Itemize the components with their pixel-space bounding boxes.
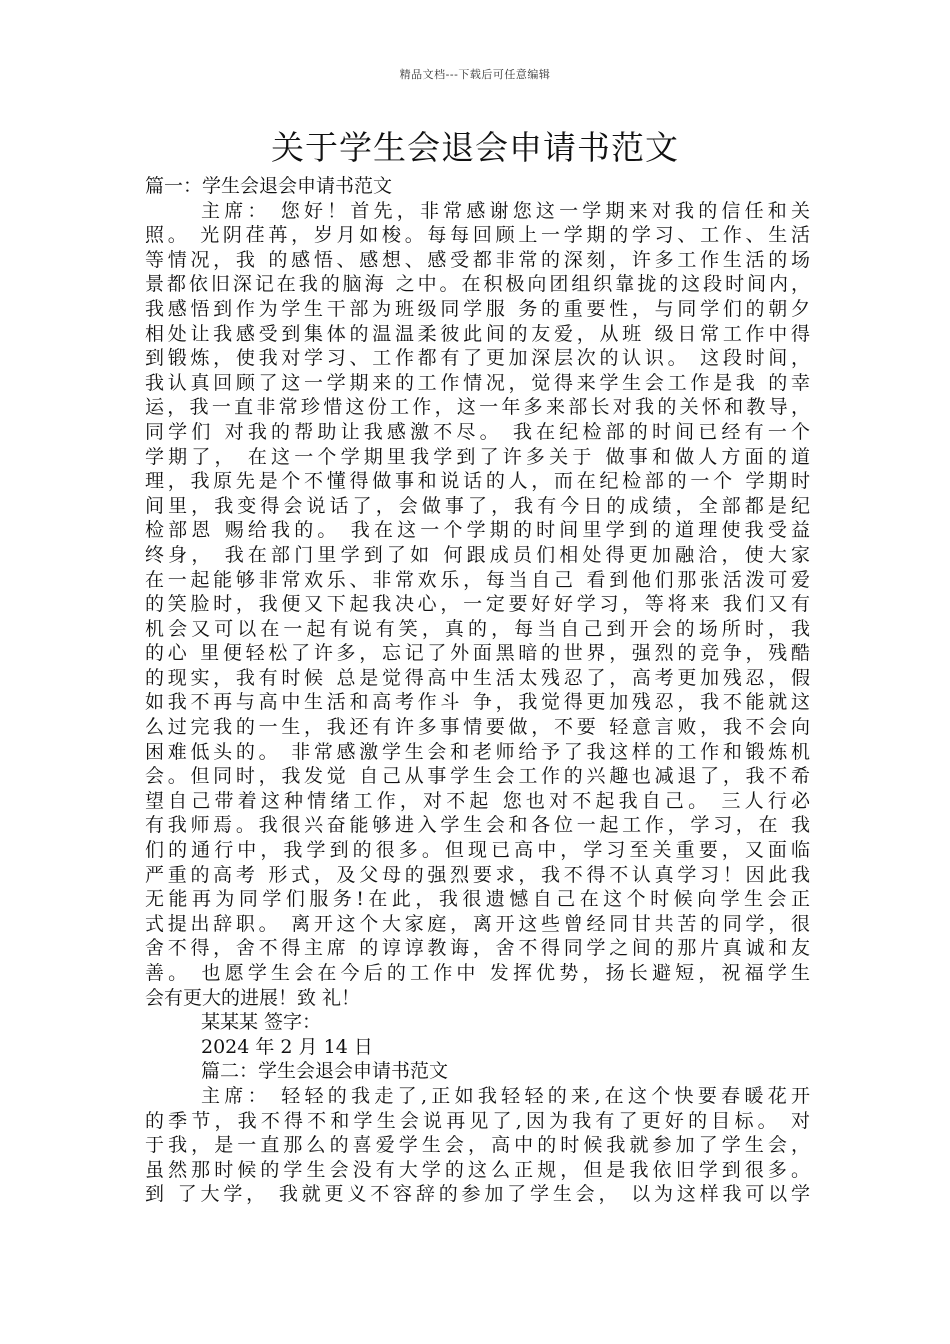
text-line: 望自己带着这种情绪工作，对不起 您也对不起我自己。 三人行必 [145,789,810,812]
text-line: 严重的高考 形式，及父母的强烈要求，我不得不认真学习！因此我 [145,863,810,886]
text-line: 在一起能够非常欢乐、非常欢乐，每当自己 看到他们那张活泼可爱 [145,568,810,591]
text-line: 终身， 我在部门里学到了如 何跟成员们相处得更加融洽，使大家 [145,543,810,566]
text-line: 主席： 轻轻的我走了,正如我轻轻的来,在这个快要春暖花开 [201,1084,810,1107]
text-line: 照。 光阴荏苒，岁月如梭。每每回顾上一学期的学习、工作、生活 [145,224,810,247]
text-line: 会有更大的进展！致 礼！ [145,986,361,1009]
text-line: 等情况，我 的感悟、感想、感受都非常的深刻，许多工作生活的场 [145,248,810,271]
text-line: 到锻炼，使我对学习、工作都有了更加深层次的认识。 这段时间， [145,347,810,370]
text-line: 篇一：学生会退会申请书范文 [145,175,393,197]
document-body [145,174,810,1207]
text-line: 间里，我变得会说话了，会做事了，我有今日的成绩，全部都是纪 [145,494,810,517]
text-line: 机会又可以在一起有说有笑，真的，每当自己到开会的场所时，我 [145,617,810,640]
text-line: 到 了大学， 我就更义不容辞的参加了学生会， 以为这样我可以学 [145,1183,810,1206]
text-line: 主席： 您好！首先，非常感谢您这一学期来对我的信任和关 [201,199,810,222]
text-line: 们的通行中，我学到的很多。但现已高中，学习至关重要，又面临 [145,839,810,862]
header-note: 精品文档---下载后可任意编辑 [399,68,551,81]
text-line: 检部恩 赐给我的。 我在这一个学期的时间里学到的道理使我受益 [145,519,810,542]
text-line: 有我师焉。我很兴奋能够进入学生会和各位一起工作，学习，在 我 [145,814,810,837]
text-line: 的心 里便轻松了许多，忘记了外面黑暗的世界，强烈的竞争，残酷 [145,642,810,665]
text-line: 无能再为同学们服务!在此，我很遗憾自己在这个时候向学生会正 [145,888,810,911]
text-line: 景都依旧深记在我的脑海 之中。在积极向团组织靠拢的这段时间内， [145,273,810,296]
text-line: 我认真回顾了这一学期来的工作情况，觉得来学生会工作是我 的幸 [145,371,810,394]
text-line: 困难低头的。 非常感激学生会和老师给予了我这样的工作和锻炼机 [145,740,810,763]
text-line: 的现实，我有时候 总是觉得高中生活太残忍了，高考更加残忍，假 [145,666,810,689]
text-line: 篇二：学生会退会申请书范文 [201,1060,449,1083]
text-line: 2024 年 2 月 14 日 [201,1035,373,1058]
text-line: 的季节，我不得不和学生会说再见了,因为我有了更好的目标。 对 [145,1109,810,1132]
text-line: 如我不再与高中生活和高考作斗 争，我觉得更加残忍，我不能就这 [145,691,810,714]
text-line: 理，我原先是个不懂得做事和说话的人，而在纪检部的一个 学期时 [145,470,810,493]
text-line: 会。但同时，我发觉 自己从事学生会工作的兴趣也减退了，我不希 [145,765,810,788]
text-line: 某某某 签字： [201,1011,322,1034]
text-line: 同学们 对我的帮助让我感激不尽。 我在纪检部的时间已经有一个 [145,420,810,443]
text-line: 学期了， 在这一个学期里我学到了许多关于 做事和做人方面的道 [145,445,810,468]
text-line: 舍不得，舍不得主席 的谆谆教诲，舍不得同学之间的那片真诚和友 [145,937,810,960]
text-line: 么过完我的一生，我还有许多事情要做，不要 轻意言败，我不会向 [145,716,810,739]
text-line: 的笑脸时，我便又下起我决心，一定要好好学习，等将来 我们又有 [145,593,810,616]
document-title: 关于学生会退会申请书范文 [271,128,679,167]
text-line: 虽然那时候的学生会没有大学的这么正规，但是我依旧学到很多。 [145,1158,810,1181]
text-line: 于我，是一直那么的喜爱学生会，高中的时候我就参加了学生会， [145,1134,810,1157]
text-line: 式提出辞职。 离开这个大家庭，离开这些曾经同甘共苦的同学，很 [145,912,810,935]
text-line: 我感悟到作为学生干部为班级同学服 务的重要性，与同学们的朝夕 [145,297,810,320]
text-line: 相处让我感受到集体的温温柔彼此间的友爱，从班 级日常工作中得 [145,322,810,345]
text-line: 善。 也愿学生会在今后的工作中 发挥优势，扬长避短，祝福学生 [145,962,810,984]
text-line: 运，我一直非常珍惜这份工作，这一年多来部长对我的关怀和教导， [145,396,810,419]
